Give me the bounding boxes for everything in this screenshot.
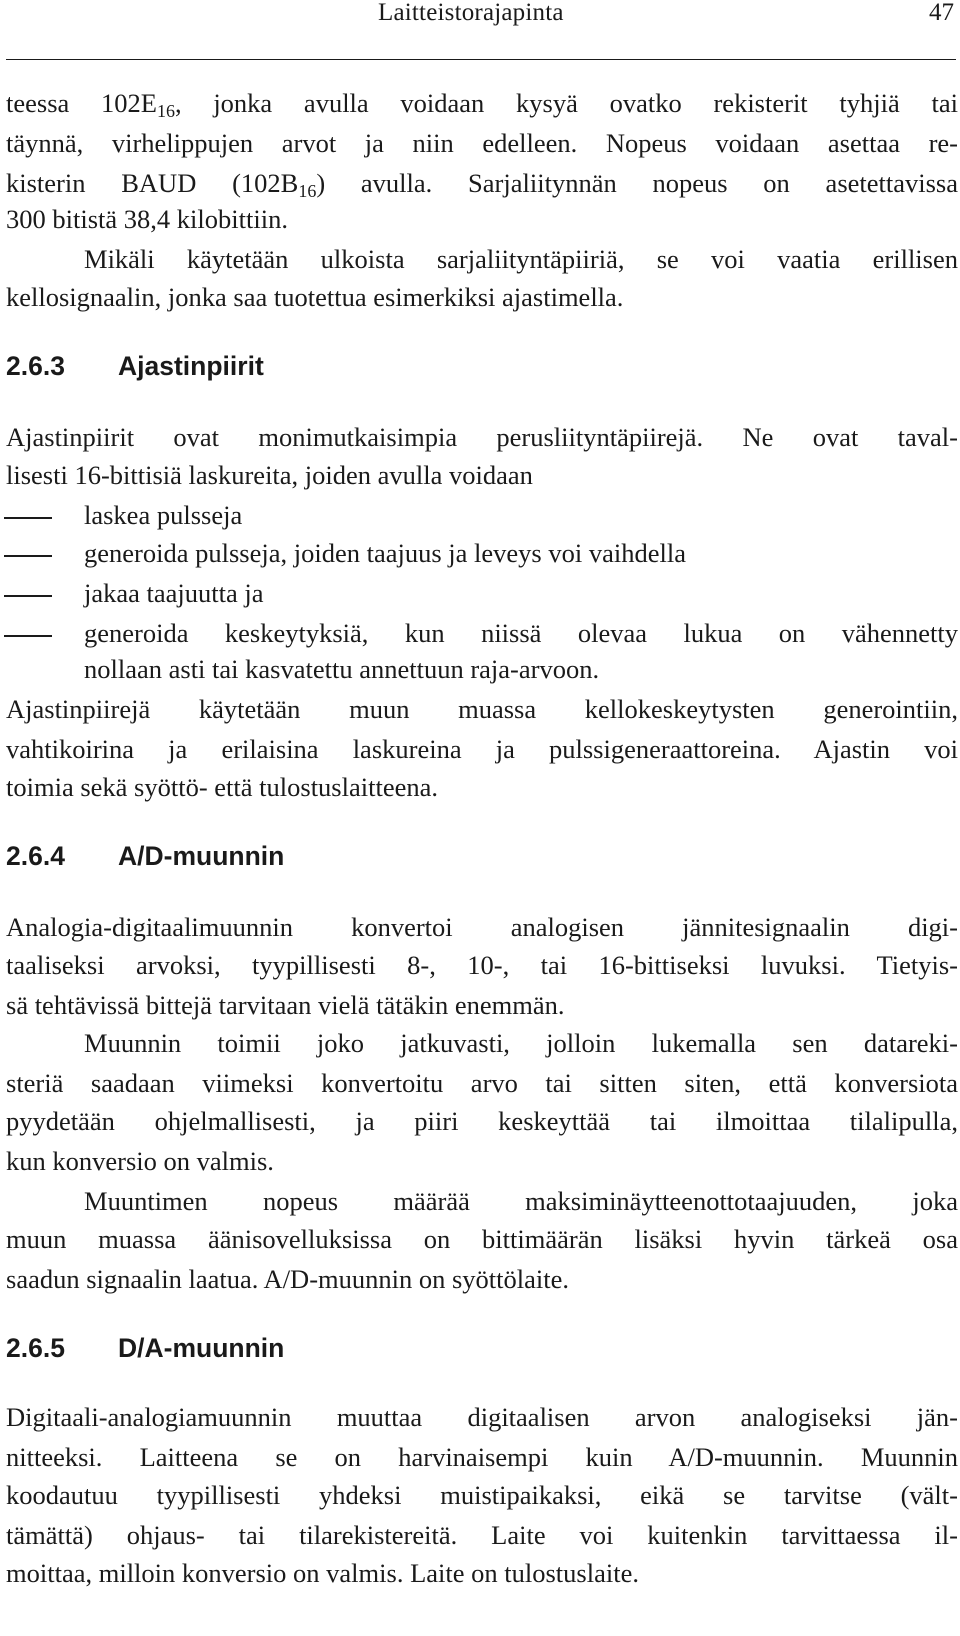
paragraph-line: nitteeksi. Laitteena se on harvinaisempi kuin A/D-muunnin. Muunnin [6, 1442, 958, 1472]
dash-bullet [4, 595, 52, 597]
paragraph-line: moittaa, milloin konversio on valmis. Laite on tulostuslaite. [6, 1558, 639, 1588]
intro-line-3: kisterin BAUD $(102B_{16})$ avulla. Sarjaliitynnän nopeus on asetettavissa [6, 168, 958, 201]
list-item: laskea pulsseja [84, 500, 243, 530]
section-title: A/D-muunnin [118, 841, 285, 871]
section-number: 2.6.3 [6, 351, 65, 381]
list-item: generoida pulsseja, joiden taajuus ja leveys voi vaihdella [84, 538, 686, 568]
list-item: jakaa taajuutta ja [84, 578, 264, 608]
paragraph-line: steriä saadaan viimeksi konvertoitu arvo tai sitten siten, että konversiota [6, 1068, 958, 1098]
paragraph-line: taaliseksi arvoksi, tyypillisesti 8-, 10-, tai 16-bittiseksi luvuksi. Tietyis- [6, 950, 958, 980]
section-title: Ajastinpiirit [118, 351, 264, 381]
paragraph-line: saadun signaalin laatua. A/D-muunnin on syöttölaite. [6, 1264, 570, 1294]
section-number: 2.6.5 [6, 1333, 65, 1363]
dash-bullet [4, 517, 52, 519]
paragraph-line: vahtikoirina ja erilaisina laskureina ja pulssigeneraattoreina. Ajastin voi [6, 734, 958, 764]
header-rule [6, 59, 956, 60]
paragraph-line: Analogia-digitaalimuunnin konvertoi analogisen jännitesignaalin digi- [6, 912, 958, 942]
paragraph-line: toimia sekä syöttö- että tulostuslaitteena. [6, 772, 438, 802]
list-item: generoida keskeytyksiä, kun niissä olevaa lukua on vähennetty [84, 618, 958, 648]
intro-line-1: teessa $102E_{16}$, jonka avulla voidaan kysyä ovatko rekisterit tyhjiä tai [6, 88, 958, 121]
list-item-continuation: nollaan asti tai kasvatettu annettuun raja-arvoon. [84, 654, 600, 684]
paragraph-line: pyydetään ohjelmallisesti, ja piiri keskeyttää tai ilmoittaa tilalipulla, [6, 1106, 958, 1136]
intro-line-2: täynnä, virhelippujen arvot ja niin edelleen. Nopeus voidaan asettaa re- [6, 128, 958, 158]
paragraph-line: lisesti 16-bittisiä laskureita, joiden avulla voidaan [6, 460, 533, 490]
paragraph-line: tämättä) ohjaus- tai tilarekistereitä. Laite voi kuitenkin tarvittaessa il- [6, 1520, 958, 1550]
paragraph-line: koodautuu tyypillisesti yhdeksi muistipaikaksi, eikä se tarvitse (vält- [6, 1480, 958, 1510]
intro-line-4: 300 bitistä 38,4 kilobittiin. [6, 204, 288, 234]
paragraph-line: Muuntimen nopeus määrää maksiminäytteenottotaajuuden, joka [84, 1186, 958, 1216]
intro-line-6: kellosignaalin, jonka saa tuotettua esimerkiksi ajastimella. [6, 282, 624, 312]
paragraph-line: sä tehtävissä bittejä tarvitaan vielä tätäkin enemmän. [6, 990, 565, 1020]
paragraph-line: Ajastinpiirit ovat monimutkaisimpia perusliityntäpiirejä. Ne ovat taval- [6, 422, 958, 452]
paragraph-line: Muunnin toimii joko jatkuvasti, jolloin lukemalla sen datareki- [84, 1028, 958, 1058]
section-title: D/A-muunnin [118, 1333, 285, 1363]
paragraph-line: Ajastinpiirejä käytetään muun muassa kellokeskeytysten generointiin, [6, 694, 958, 724]
paragraph-line: Digitaali-analogiamuunnin muuttaa digitaalisen arvon analogiseksi jän- [6, 1402, 958, 1432]
paragraph-line: kun konversio on valmis. [6, 1146, 274, 1176]
page-header [0, 0, 960, 48]
dash-bullet [4, 635, 52, 637]
intro-line-5: Mikäli käytetään ulkoista sarjaliityntäpiiriä, se voi vaatia erillisen [84, 244, 958, 274]
section-number: 2.6.4 [6, 841, 65, 871]
paragraph-line: muun muassa äänisovelluksissa on bittimäärän lisäksi hyvin tärkeä osa [6, 1224, 958, 1254]
running-title: Laitteistorajapinta [378, 0, 564, 26]
dash-bullet [4, 555, 52, 557]
page-number: 47 [929, 0, 954, 26]
